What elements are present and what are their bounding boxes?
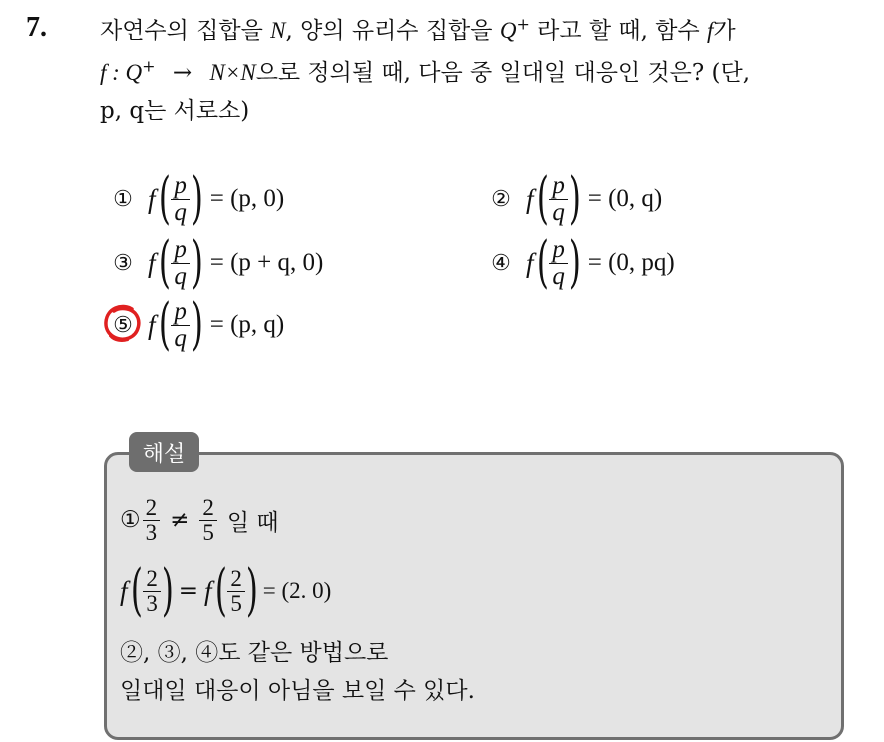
left-paren: ( (536, 166, 549, 231)
question-line-3: p, q는 서로소) (100, 98, 250, 124)
left-paren: ( (158, 292, 171, 357)
denominator: 3 (146, 590, 158, 616)
fraction (171, 237, 190, 290)
function-f: f (707, 18, 714, 43)
function-f: f (148, 247, 156, 278)
denominator: q (552, 262, 565, 290)
function-f: f (148, 309, 156, 340)
function-f: f (204, 575, 212, 606)
function-f: f (120, 575, 128, 606)
choice-number: ③ (113, 250, 133, 276)
text: 자연수의 집합을 (100, 18, 263, 44)
circled-number: ① (120, 507, 141, 533)
denominator: q (174, 198, 187, 226)
choice-3[interactable] (110, 230, 323, 296)
text: , 양의 유리수 집합을 (285, 18, 493, 44)
text: 으로 정의될 때, 다음 중 일대일 대응인 것은? (단, (255, 60, 751, 86)
solution-rhs: = (2. 0) (262, 578, 332, 603)
fraction (199, 496, 217, 545)
solution-line-2 (120, 558, 331, 624)
numerator: p (549, 237, 568, 264)
set-n: N (270, 18, 286, 43)
left-paren: ( (158, 166, 171, 231)
text: 가 (713, 18, 736, 44)
choice-4[interactable] (488, 230, 675, 296)
denominator: q (174, 262, 187, 290)
map-domain: f : Q (100, 60, 143, 85)
question-line-2 (100, 54, 750, 87)
fraction (143, 496, 161, 545)
solution-tag: 해설 (129, 432, 199, 472)
numerator: 2 (143, 567, 161, 592)
denominator: 5 (202, 519, 214, 545)
right-paren: ) (245, 558, 258, 623)
map-codomain: N×N (209, 60, 256, 85)
choice-rhs: = (0, pq) (587, 249, 675, 276)
fraction (549, 173, 568, 226)
numerator: p (171, 299, 190, 326)
solution-line-3: ②, ③, ④도 같은 방법으로 (120, 640, 389, 666)
choice-1[interactable] (110, 166, 284, 232)
numerator: 2 (143, 496, 161, 521)
arrow: → (172, 60, 193, 86)
choice-number: ② (491, 186, 511, 212)
choice-number: ⑤ (113, 312, 133, 338)
right-paren: ) (190, 292, 203, 357)
right-paren: ) (190, 166, 203, 231)
text: 일 때 (226, 509, 279, 536)
numerator: p (549, 173, 568, 200)
left-paren: ( (130, 558, 143, 623)
denominator: q (174, 324, 187, 352)
text: 라고 할 때, 함수 (537, 18, 700, 44)
choice-2[interactable] (488, 166, 662, 232)
choice-number: ④ (491, 250, 511, 276)
question-number: 7. (26, 12, 47, 43)
fraction (171, 299, 190, 352)
question-line-1 (100, 12, 736, 45)
numerator: 2 (199, 496, 217, 521)
numerator: p (171, 237, 190, 264)
denominator: 5 (230, 590, 242, 616)
left-paren: ( (536, 230, 549, 295)
equals: = (178, 578, 199, 604)
left-paren: ( (214, 558, 227, 623)
right-paren: ) (568, 166, 581, 231)
right-paren: ) (161, 558, 174, 623)
not-equal: ≠ (170, 507, 190, 533)
answer-circle-icon (102, 302, 144, 344)
solution-line-4: 일대일 대응이 아님을 보일 수 있다. (120, 678, 475, 704)
function-f: f (148, 183, 156, 214)
numerator: p (171, 173, 190, 200)
function-f: f (526, 247, 534, 278)
left-paren: ( (158, 230, 171, 295)
choice-number: ① (113, 186, 133, 212)
function-f: f (526, 183, 534, 214)
denominator: 3 (145, 519, 158, 545)
choice-rhs: = (p, q) (209, 311, 285, 338)
fraction (171, 173, 190, 226)
fraction (227, 567, 245, 616)
denominator: q (552, 198, 565, 226)
fraction (143, 567, 161, 616)
right-paren: ) (190, 230, 203, 295)
choice-rhs: = (0, q) (587, 185, 663, 212)
set-q: Q (499, 18, 517, 43)
numerator: 2 (227, 567, 245, 592)
choice-rhs: = (p, 0) (209, 185, 285, 212)
superscript-plus: + (516, 14, 530, 34)
choice-rhs: = (p + q, 0) (209, 249, 324, 276)
fraction (549, 237, 568, 290)
right-paren: ) (568, 230, 581, 295)
superscript-plus: + (142, 56, 156, 76)
solution-line-1 (120, 490, 279, 550)
